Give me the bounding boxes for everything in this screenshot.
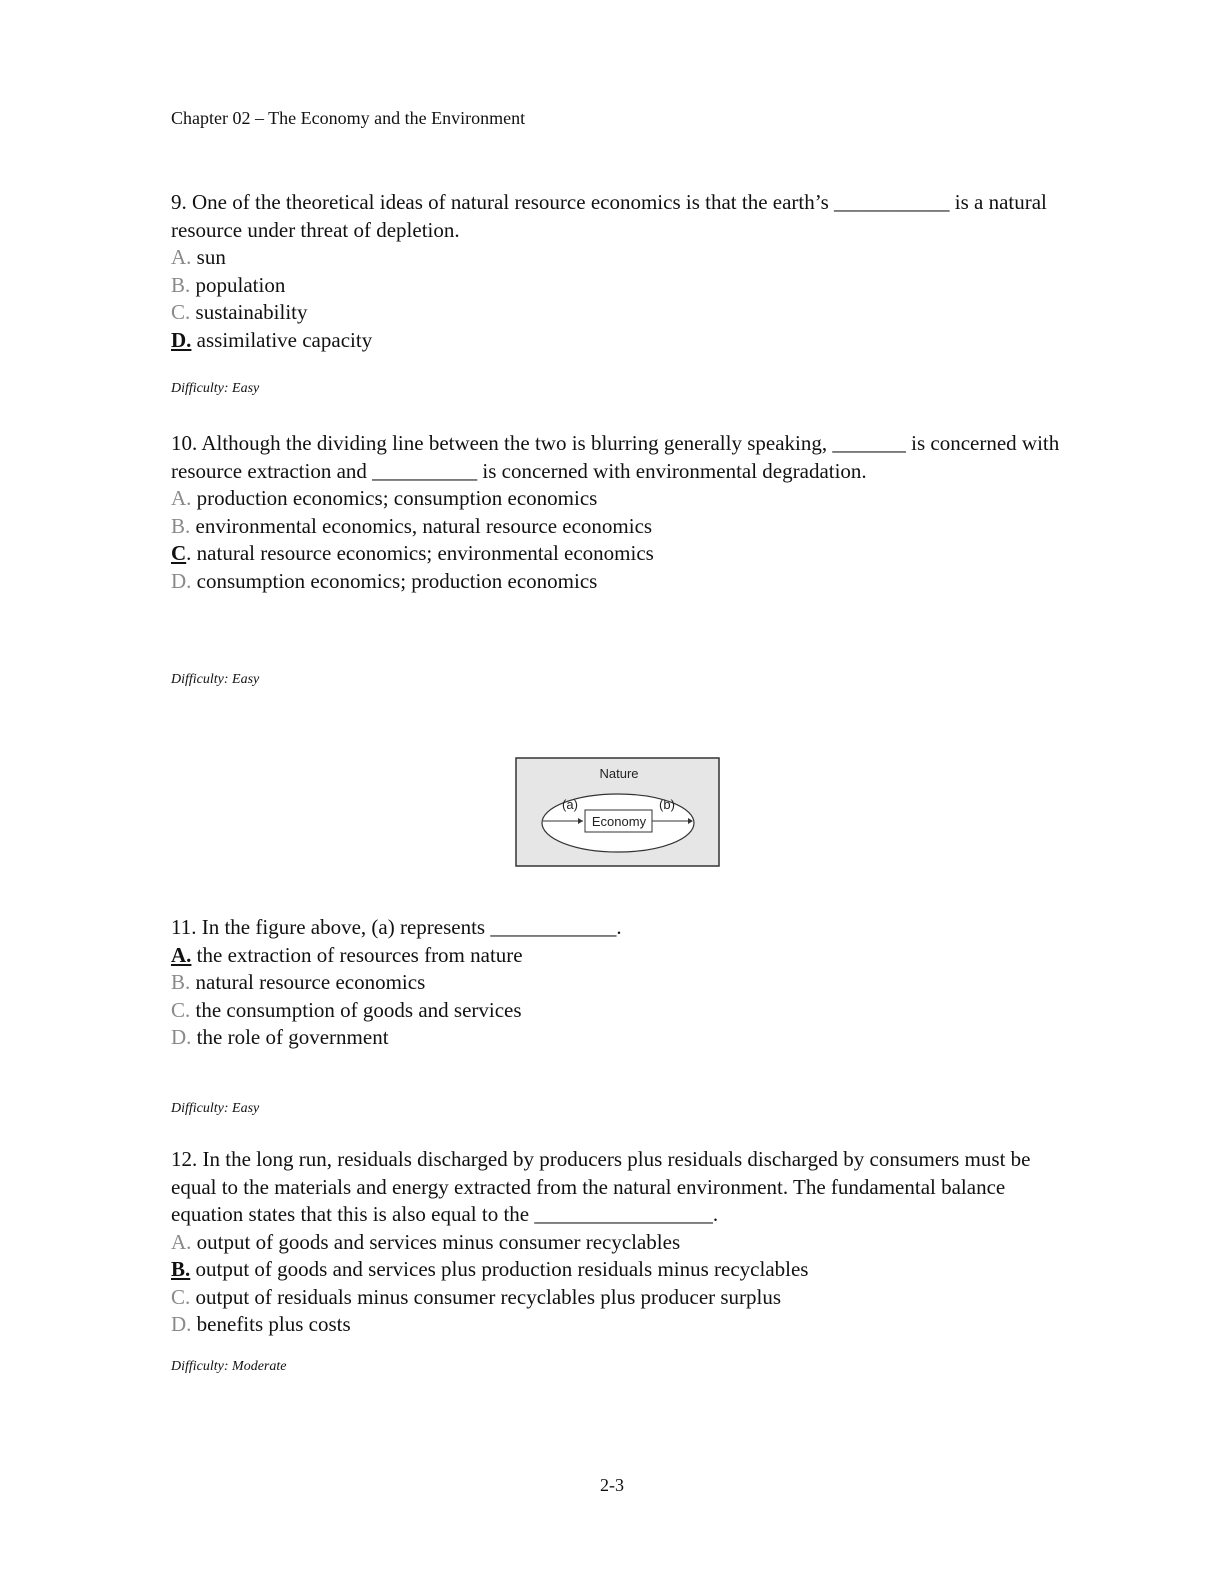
option-a: A. the extraction of resources from nature [171, 942, 523, 967]
option-b: B. population [171, 272, 286, 297]
option-a: A. production economics; consumption economics [171, 486, 598, 510]
economy-label: Economy [591, 814, 647, 829]
option-c: C. sustainability [171, 300, 308, 324]
option-b: B. natural resource economics [171, 970, 426, 994]
option-d: D. the role of government [171, 1025, 389, 1049]
question-11 [171, 914, 1071, 1052]
option-d: D. benefits plus costs [171, 1312, 351, 1336]
question-12 [171, 1146, 1071, 1339]
option-c: C. output of residuals minus consumer recyclables plus producer surplus [171, 1284, 782, 1309]
option-b: B. output of goods and services plus production residuals minus recyclables [171, 1257, 809, 1281]
chapter-header: Chapter 02 – The Economy and the Environment [171, 108, 526, 128]
difficulty-label: Difficulty: Moderate [171, 1359, 287, 1374]
label-b: (b) [659, 797, 675, 812]
page-number: 2-3 [600, 1475, 624, 1495]
question-stem: 10. Although the dividing line between the two is blurring generally speaking, _______ is concerned with resource extraction and __________ is concerned with environmental degradation. [171, 431, 1060, 483]
option-b: B. environmental economics, natural resource economics [171, 513, 653, 538]
option-a: A. sun [171, 245, 226, 269]
nature-label: Nature [599, 766, 639, 781]
difficulty-label: Difficulty: Easy [171, 381, 260, 396]
question-10 [171, 430, 1071, 595]
option-d: D. consumption economics; production economics [171, 568, 598, 593]
difficulty-label: Difficulty: Easy [171, 1101, 260, 1116]
option-c: C. natural resource economics; environmental economics [171, 541, 654, 565]
difficulty-label: Difficulty: Easy [171, 672, 260, 687]
question-9 [171, 189, 1071, 354]
question-stem: 9. One of the theoretical ideas of natural resource economics is that the earth’s ___________ is a natural resource under threat of depletion. [171, 190, 1047, 242]
label-a: (a) [562, 797, 578, 812]
question-stem: 11. In the figure above, (a) represents ____________. [171, 915, 622, 939]
option-c: C. the consumption of goods and services [171, 997, 522, 1022]
nature-economy-diagram [515, 757, 720, 867]
question-stem: 12. In the long run, residuals discharged by producers plus residuals discharged by consumers must be equal to the materials and energy extracted from the natural environment. The fundamental balance equation states that this is also equal to the _________________. [171, 1147, 1031, 1226]
option-a: A. output of goods and services minus consumer recyclables [171, 1229, 681, 1254]
option-d: D. assimilative capacity [171, 327, 373, 352]
